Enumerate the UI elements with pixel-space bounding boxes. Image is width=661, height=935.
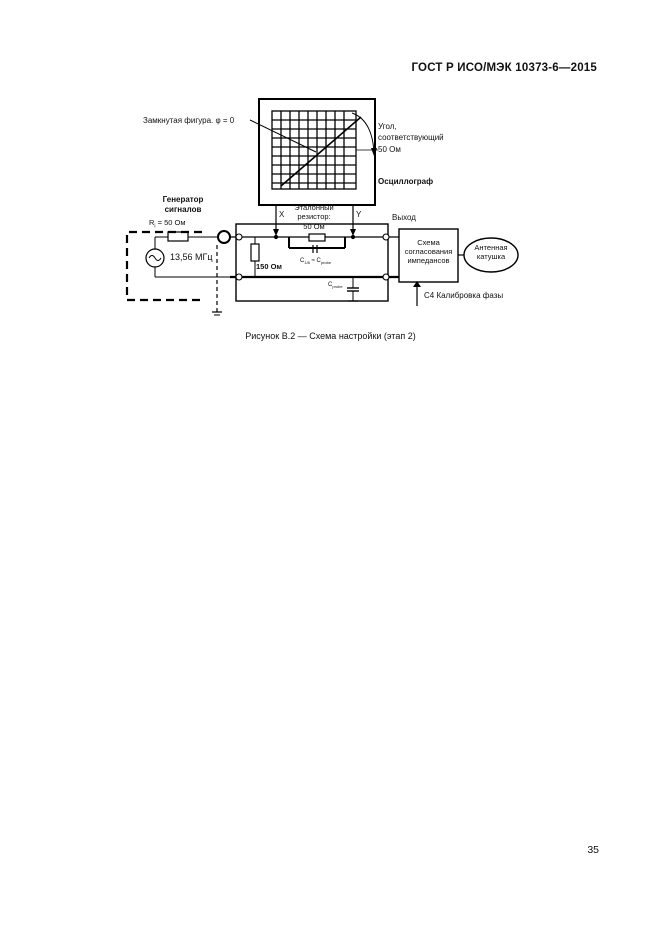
capacitance-relation-label: $C_{1/8} \approx C_{probe}$ [300, 258, 332, 266]
closed-figure-label: Замкнутая фигура. φ = 0 [143, 116, 235, 125]
ref-resistor-label-line2: резистор: [297, 212, 331, 221]
antenna-label-line2: катушка [476, 252, 506, 261]
angle-label-line1: Угол, [378, 122, 397, 131]
c-probe-label: $C_{probe}$ [328, 282, 343, 290]
angle-arc [352, 113, 374, 152]
r150-label: 150 Ом [256, 262, 282, 271]
generator-label-line2: сигналов [164, 205, 202, 214]
oscillograph-label: Осциллограф [378, 177, 434, 186]
matching-label-line1: Схема [417, 238, 440, 247]
ri-resistor [168, 232, 188, 241]
page-number: 35 [587, 844, 599, 856]
r150-resistor [251, 244, 259, 261]
angle-label-line3: 50 Ом [378, 145, 401, 154]
y-channel-label: Y [356, 210, 362, 219]
generator-box [127, 232, 202, 300]
antenna-label-line1: Антенная [474, 243, 508, 252]
ri-label: $R_i = 50$ Ом [149, 218, 186, 230]
ref-resistor-label-line1: Эталонный [294, 203, 334, 212]
output-label: Выход [392, 213, 416, 222]
x-channel-label: X [279, 210, 285, 219]
frequency-label: 13,56 МГц [170, 252, 213, 262]
standard-header: ГОСТ Р ИСО/МЭК 10373-6—2015 [411, 62, 597, 74]
matching-label-line2: согласования [404, 247, 453, 256]
ref-resistor-value: 50 Ом [303, 222, 325, 231]
c4-calibration-label: C4 Калибровка фазы [424, 291, 504, 300]
angle-label-line2: соответствующий [378, 133, 444, 142]
matching-label-line3: импедансов [407, 256, 450, 265]
reference-resistor [309, 234, 325, 241]
current-probe [218, 231, 230, 243]
generator-label-line1: Генератор [162, 195, 204, 204]
oscilloscope-grid [272, 111, 356, 189]
figure-caption: Рисунок В.2 — Схема настройки (этап 2) [245, 331, 416, 341]
phase-trace [281, 117, 361, 186]
